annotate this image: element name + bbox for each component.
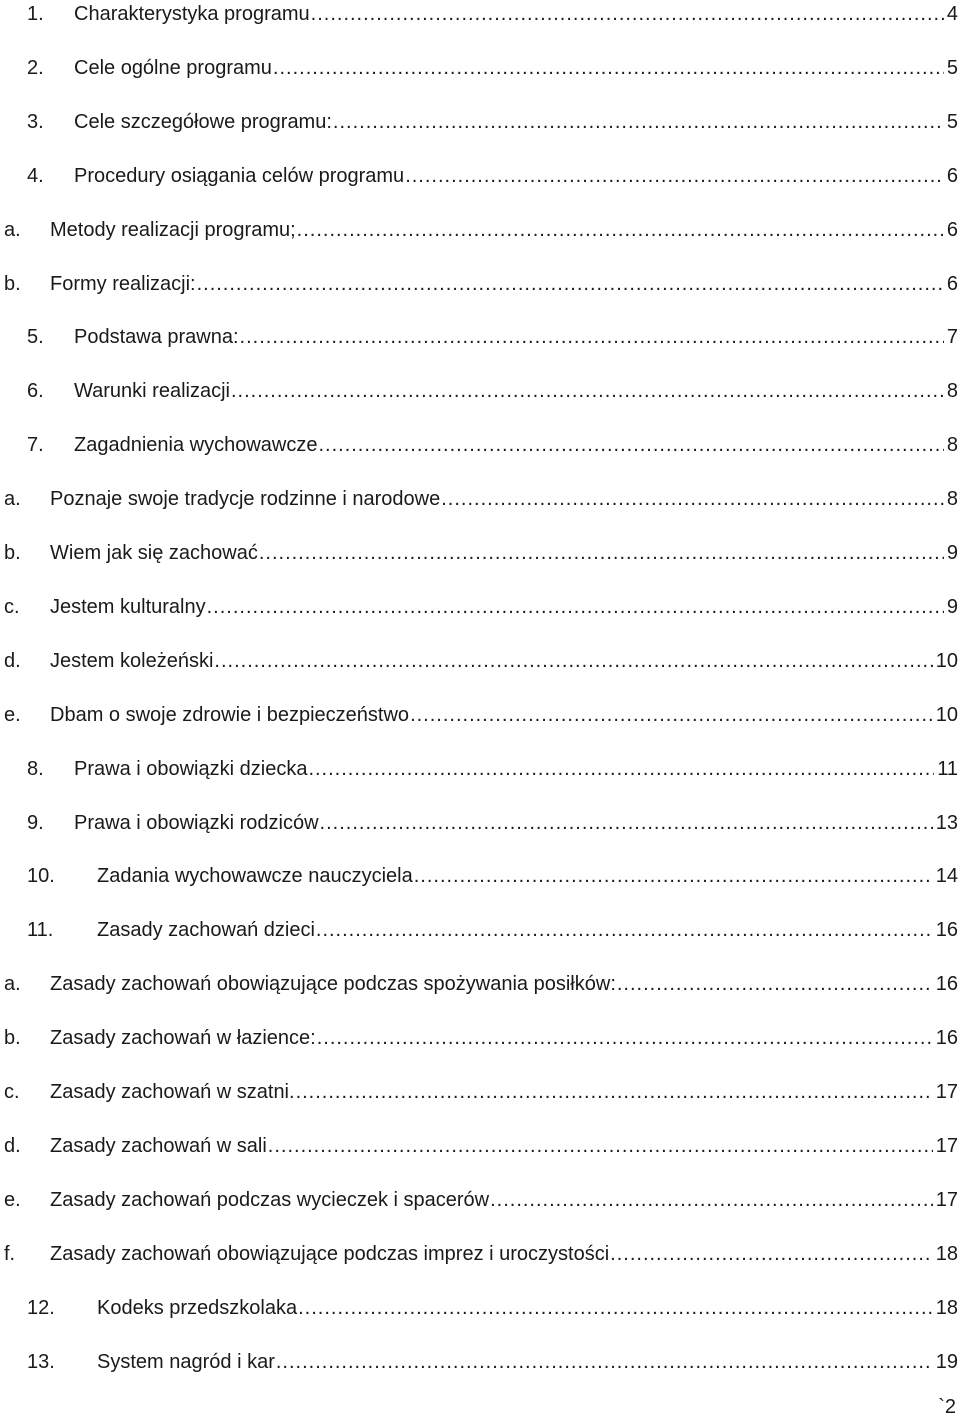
toc-entry-page: 18	[935, 1242, 958, 1265]
toc-entry-leader	[617, 972, 933, 996]
toc-entry-leader	[214, 649, 932, 673]
toc-entry-number: b.	[4, 1027, 21, 1050]
toc-entry-leader	[197, 272, 944, 296]
toc-entry-title: Prawa i obowiązki rodziców	[74, 811, 319, 834]
toc-entry-page: 8	[946, 434, 958, 457]
toc-entry-number: 2.	[27, 56, 44, 79]
toc-entry-title: Zasady zachowań dzieci	[97, 919, 315, 942]
toc-entry[interactable]	[0, 1234, 958, 1266]
toc-entry-leader	[273, 56, 944, 80]
toc-entry-leader	[276, 1350, 933, 1374]
toc-entry-page: 6	[946, 272, 958, 295]
toc-entry-leader	[414, 864, 933, 888]
toc-entry-title: Wiem jak się zachować	[50, 542, 258, 564]
toc-entry[interactable]	[0, 425, 958, 457]
toc-entry-title: Zasady zachowań podczas wycieczek i spacerów	[50, 1188, 490, 1211]
toc-entry-number: 1.	[27, 3, 44, 25]
toc-entry-page: 5	[946, 56, 958, 79]
toc-entry-page: 14	[935, 865, 958, 888]
toc-entry-leader	[207, 595, 944, 619]
toc-entry-number: 5.	[27, 326, 44, 349]
toc-entry-number: c.	[4, 1081, 20, 1103]
toc-entry-title: Kodeks przedszkolaka	[97, 1296, 298, 1319]
toc-entry-title: Podstawa prawna:	[74, 326, 239, 349]
toc-entry-number: 6.	[27, 380, 44, 403]
toc-entry[interactable]	[0, 48, 958, 80]
toc-entry-page: 18	[935, 1296, 958, 1319]
toc-entry-number: 7.	[27, 434, 44, 457]
toc-entry-title: System nagród i kar	[97, 1350, 275, 1373]
toc-entry[interactable]	[0, 749, 958, 781]
toc-entry-leader	[317, 1026, 933, 1050]
page-number: `2	[938, 1396, 956, 1418]
toc-entry-page: 16	[935, 973, 958, 996]
toc-entry[interactable]	[0, 371, 958, 403]
toc-entry-number: d.	[4, 1134, 21, 1157]
toc-entry-leader	[318, 433, 943, 457]
toc-entry-page: 16	[935, 919, 958, 942]
toc-entry-page: 9	[946, 542, 958, 564]
toc-entry[interactable]	[0, 910, 958, 942]
toc-entry[interactable]	[0, 1018, 958, 1050]
toc-entry[interactable]	[0, 964, 958, 996]
toc-entry-leader	[610, 1242, 933, 1266]
toc-entry-number: a.	[4, 973, 21, 996]
toc-entry-title: Jestem koleżeński	[50, 649, 214, 672]
toc-entry-title: Warunki realizacji	[74, 380, 230, 403]
toc-entry-leader	[405, 164, 944, 188]
toc-entry-title: Zasady zachowań obowiązujące podczas imprez i uroczystości	[50, 1242, 610, 1265]
toc-entry-leader	[308, 757, 934, 781]
toc-entry-number: b.	[4, 272, 21, 295]
toc-entry-title: Zagadnienia wychowawcze	[74, 434, 318, 457]
toc-entry-leader	[298, 1296, 933, 1320]
toc-entry-number: f.	[4, 1242, 16, 1265]
toc-entry-title: Zasady zachowań obowiązujące podczas spożywania posiłków:	[50, 973, 616, 996]
toc-entry-leader	[231, 379, 944, 403]
toc-entry-leader	[259, 541, 944, 565]
toc-entry[interactable]	[0, 856, 958, 888]
toc-entry-page: 19	[935, 1350, 958, 1373]
toc-entry-number: 10.	[27, 865, 55, 888]
toc-entry-title: Cele ogólne programu	[74, 56, 272, 79]
toc-entry-page: 6	[946, 164, 958, 187]
toc-entry[interactable]	[0, 803, 958, 835]
toc-entry-number: a.	[4, 218, 21, 241]
toc-entry-leader	[441, 487, 944, 511]
toc-entry-leader	[268, 1134, 933, 1158]
toc-entry-page: 9	[946, 595, 958, 618]
toc-entry-title: Zadania wychowawcze nauczyciela	[97, 865, 413, 888]
toc-entry[interactable]	[0, 695, 958, 727]
toc-entry-leader	[320, 811, 933, 835]
toc-entry-title: Procedury osiągania celów programu	[74, 164, 405, 187]
toc-entry-page: 17	[935, 1134, 958, 1157]
toc-entry-page: 4	[946, 3, 958, 25]
toc-entry-number: b.	[4, 542, 21, 564]
toc-entry-number: d.	[4, 649, 21, 672]
toc-entry-leader	[410, 703, 933, 727]
toc-entry-page: 8	[946, 380, 958, 403]
toc-entry-page: 17	[935, 1188, 958, 1211]
toc-entry-number: 9.	[27, 811, 44, 834]
toc-entry[interactable]	[0, 1288, 958, 1320]
toc-entry-page: 10	[935, 703, 958, 726]
toc-entry[interactable]	[0, 317, 958, 349]
toc-entry-number: a.	[4, 488, 21, 511]
toc-entry-title: Zasady zachowań w łazience:	[50, 1027, 316, 1050]
toc-entry-page: 13	[935, 811, 958, 834]
toc-entry[interactable]	[0, 102, 958, 134]
toc-entry[interactable]	[0, 156, 958, 188]
toc-entry-leader	[490, 1188, 933, 1212]
toc-entry-page: 6	[946, 218, 958, 241]
toc-entry-number: 12.	[27, 1296, 55, 1319]
toc-entry-number: e.	[4, 1188, 21, 1211]
toc-entry-page: 16	[935, 1027, 958, 1050]
toc-entry[interactable]	[0, 587, 958, 619]
toc-entry-leader	[296, 1080, 933, 1104]
toc-entry[interactable]	[0, 0, 958, 26]
toc-entry-leader	[333, 110, 944, 134]
toc-entry-number: 4.	[27, 164, 44, 187]
toc-entry-number: 8.	[27, 757, 44, 780]
toc-entry-number: c.	[4, 595, 20, 618]
toc-entry-title: Dbam o swoje zdrowie i bezpieczeństwo	[50, 703, 410, 726]
toc-entry-leader	[311, 2, 944, 26]
toc-entry-title: Zasady zachowań w szatni.	[50, 1081, 295, 1103]
toc-entry[interactable]	[0, 1342, 958, 1374]
toc-entry-title: Jestem kulturalny	[50, 595, 206, 618]
toc-entry[interactable]	[0, 533, 958, 565]
toc-entry-page: 17	[935, 1081, 958, 1103]
toc-entry-page: 8	[946, 488, 958, 511]
toc-entry-page: 5	[946, 110, 958, 133]
toc-entry-page: 7	[946, 326, 958, 349]
toc-entry-title: Prawa i obowiązki dziecka	[74, 757, 308, 780]
toc-entry-leader	[240, 325, 944, 349]
toc-entry-leader	[316, 918, 933, 942]
toc-entry-title: Zasady zachowań w sali	[50, 1134, 267, 1157]
toc-entry[interactable]	[0, 264, 958, 296]
toc-entry[interactable]	[0, 1126, 958, 1158]
toc-entry[interactable]	[0, 210, 958, 242]
toc-entry-title: Poznaje swoje tradycje rodzinne i narodowe	[50, 488, 441, 511]
toc-entry-title: Charakterystyka programu	[74, 3, 310, 25]
toc-entry-title: Formy realizacji:	[50, 272, 196, 295]
toc-entry[interactable]	[0, 641, 958, 673]
toc-entry[interactable]	[0, 1180, 958, 1212]
toc-entry-title: Metody realizacji programu;	[50, 218, 296, 241]
toc-entry[interactable]	[0, 1072, 958, 1104]
toc-entry-title: Cele szczegółowe programu:	[74, 110, 332, 133]
toc-entry-number: 3.	[27, 110, 44, 133]
toc-entry-number: e.	[4, 703, 21, 726]
toc-entry[interactable]	[0, 479, 958, 511]
toc-entry-page: 11	[937, 757, 958, 780]
toc-entry-page: 10	[935, 649, 958, 672]
toc-entry-number: 11.	[27, 919, 54, 942]
toc-entry-leader	[297, 218, 944, 242]
toc-entry-number: 13.	[27, 1350, 55, 1373]
